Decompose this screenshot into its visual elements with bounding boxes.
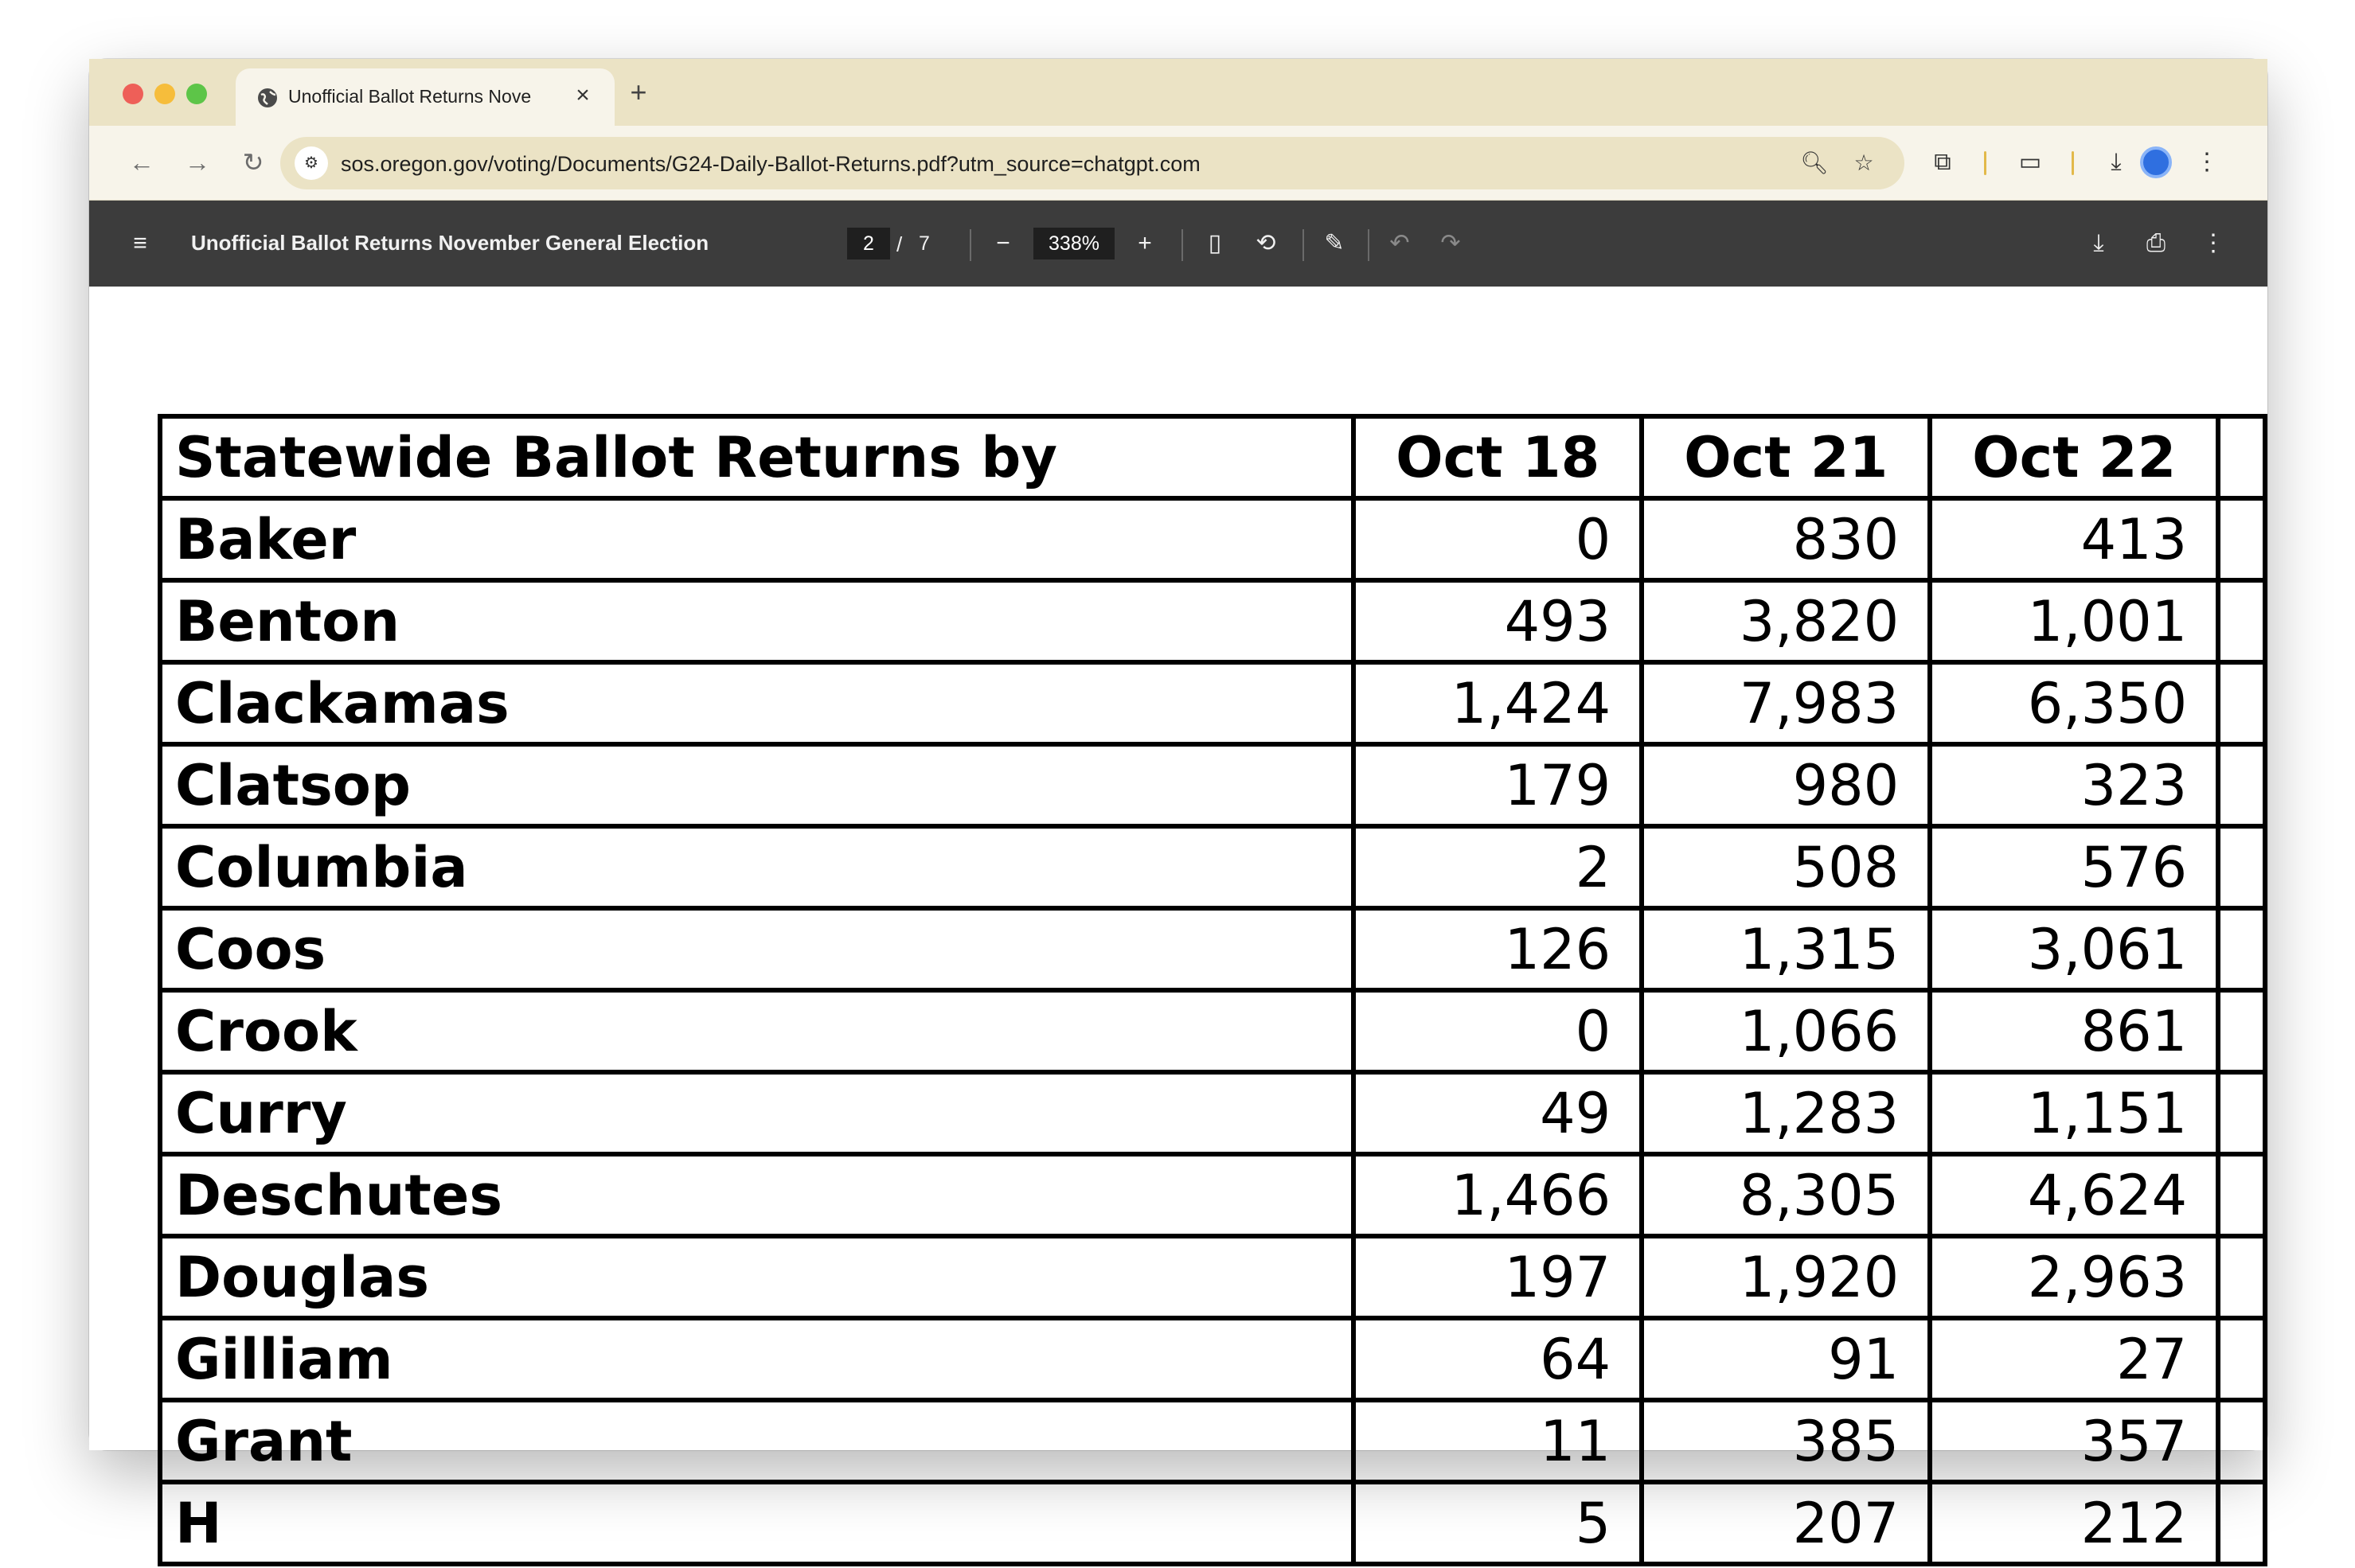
table-row <box>160 580 2265 662</box>
tab-strip <box>89 59 2267 126</box>
cut-off-cell <box>2218 1236 2265 1318</box>
pdf-toolbar-divider <box>1368 229 1369 261</box>
cut-off-cell <box>2218 990 2265 1072</box>
table-row <box>160 1482 2265 1564</box>
table-row <box>160 908 2265 990</box>
fit-page-icon[interactable]: ▯ <box>1208 230 1222 256</box>
undo-icon[interactable]: ↶ <box>1389 230 1410 256</box>
extensions-icon[interactable]: ⧉ <box>1934 149 1951 175</box>
ballot-count-cell: 0 <box>1353 498 1642 580</box>
zoom-out-icon[interactable]: − <box>996 230 1010 256</box>
ballot-count-cell: 2 <box>1353 826 1642 908</box>
ballot-count-cell: 5 <box>1353 1482 1642 1564</box>
header-date: Oct 22 <box>1930 416 2218 498</box>
table-header-row <box>160 416 2265 498</box>
header-cut-off <box>2218 416 2265 498</box>
ballot-count-cell: 6,350 <box>1930 662 2218 744</box>
table-row <box>160 1072 2265 1154</box>
pdf-toolbar-divider <box>1302 229 1304 261</box>
page-total: 7 <box>919 232 930 255</box>
sidebar-menu-icon[interactable]: ≡ <box>133 230 147 256</box>
ballot-count-cell: 1,283 <box>1642 1072 1930 1154</box>
pdf-document-page <box>89 287 2267 1556</box>
cut-off-cell <box>2218 662 2265 744</box>
tab-close-icon[interactable]: × <box>576 82 590 108</box>
zoom-icon[interactable]: 🔍︎ <box>1800 150 1829 175</box>
profile-avatar[interactable] <box>2140 146 2172 178</box>
ballot-count-cell: 1,066 <box>1642 990 1930 1072</box>
county-name-cell: Columbia <box>160 826 1353 908</box>
county-name-cell: H <box>160 1482 1353 1564</box>
download-icon[interactable]: ⤓ <box>2111 149 2122 175</box>
ballot-count-cell: 413 <box>1930 498 2218 580</box>
ballot-count-cell: 1,151 <box>1930 1072 2218 1154</box>
annotate-pen-icon[interactable]: ✎ <box>1324 230 1345 256</box>
rotate-icon[interactable]: ⟲ <box>1256 230 1276 256</box>
table-row <box>160 744 2265 826</box>
tab-title: Unofficial Ballot Returns Nove <box>288 86 532 107</box>
url-text[interactable]: sos.oregon.gov/voting/Documents/G24-Daily-Ballot-Returns.pdf?utm_source=chatgpt.com <box>341 152 1201 176</box>
table-row <box>160 1154 2265 1236</box>
ballot-count-cell: 385 <box>1642 1400 1930 1482</box>
ballot-returns-table <box>158 414 2267 1566</box>
page-separator: / <box>896 232 903 256</box>
new-tab-button[interactable]: + <box>630 76 647 108</box>
globe-icon <box>256 87 279 109</box>
toolbar-divider <box>2072 151 2074 175</box>
page-number-input[interactable]: 2 <box>847 228 890 259</box>
ballot-count-cell: 1,315 <box>1642 908 1930 990</box>
table-row <box>160 1318 2265 1400</box>
browser-tab-active[interactable] <box>236 68 615 126</box>
browser-window <box>89 59 2267 1556</box>
ballot-count-cell: 2,963 <box>1930 1236 2218 1318</box>
header-date: Oct 21 <box>1642 416 1930 498</box>
pdf-toolbar-divider <box>970 229 971 261</box>
browser-toolbar <box>89 126 2267 201</box>
toolbar-divider <box>1984 151 1986 175</box>
table-row <box>160 1236 2265 1318</box>
zoom-in-icon[interactable]: + <box>1138 230 1152 256</box>
window-maximize-button[interactable] <box>186 84 207 104</box>
ballot-count-cell: 11 <box>1353 1400 1642 1482</box>
ballot-count-cell: 197 <box>1353 1236 1642 1318</box>
header-county: Statewide Ballot Returns by <box>160 416 1353 498</box>
bookmark-star-icon[interactable]: ☆ <box>1853 150 1874 175</box>
ballot-count-cell: 7,983 <box>1642 662 1930 744</box>
county-name-cell: Deschutes <box>160 1154 1353 1236</box>
county-name-cell: Coos <box>160 908 1353 990</box>
ballot-count-cell: 64 <box>1353 1318 1642 1400</box>
table-row <box>160 1400 2265 1482</box>
cut-off-cell <box>2218 1482 2265 1564</box>
ballot-count-cell: 49 <box>1353 1072 1642 1154</box>
ballot-count-cell: 1,001 <box>1930 580 2218 662</box>
cut-off-cell <box>2218 580 2265 662</box>
county-name-cell: Grant <box>160 1400 1353 1482</box>
ballot-count-cell: 980 <box>1642 744 1930 826</box>
cut-off-cell <box>2218 1154 2265 1236</box>
table-row <box>160 498 2265 580</box>
ballot-count-cell: 1,424 <box>1353 662 1642 744</box>
ballot-count-cell: 830 <box>1642 498 1930 580</box>
zoom-level-input[interactable]: 338% <box>1033 228 1115 259</box>
pdf-toolbar-divider <box>1181 229 1183 261</box>
county-name-cell: Gilliam <box>160 1318 1353 1400</box>
county-name-cell: Clackamas <box>160 662 1353 744</box>
ballot-count-cell: 91 <box>1642 1318 1930 1400</box>
county-name-cell: Douglas <box>160 1236 1353 1318</box>
redo-icon[interactable]: ↷ <box>1440 230 1461 256</box>
reload-icon[interactable]: ↻ <box>242 148 264 177</box>
cut-off-cell <box>2218 1400 2265 1482</box>
tab-search-icon[interactable]: ▭ <box>2018 149 2042 175</box>
ballot-count-cell: 179 <box>1353 744 1642 826</box>
site-info-icon[interactable]: ⚙ <box>295 146 328 180</box>
ballot-count-cell: 8,305 <box>1642 1154 1930 1236</box>
header-date: Oct 18 <box>1353 416 1642 498</box>
ballot-count-cell: 493 <box>1353 580 1642 662</box>
table-row <box>160 826 2265 908</box>
pdf-more-icon[interactable]: ⋮ <box>2201 230 2225 256</box>
county-name-cell: Clatsop <box>160 744 1353 826</box>
ballot-count-cell: 323 <box>1930 744 2218 826</box>
ballot-count-cell: 357 <box>1930 1400 2218 1482</box>
table-body <box>160 498 2265 1564</box>
table-row <box>160 662 2265 744</box>
ballot-count-cell: 212 <box>1930 1482 2218 1564</box>
ballot-count-cell: 508 <box>1642 826 1930 908</box>
cut-off-cell <box>2218 1072 2265 1154</box>
ballot-count-cell: 207 <box>1642 1482 1930 1564</box>
pdf-toolbar <box>89 201 2267 287</box>
address-bar[interactable] <box>280 137 1904 189</box>
ballot-count-cell: 861 <box>1930 990 2218 1072</box>
county-name-cell: Curry <box>160 1072 1353 1154</box>
browser-menu-icon[interactable]: ⋮ <box>2195 149 2219 175</box>
county-name-cell: Baker <box>160 498 1353 580</box>
ballot-count-cell: 0 <box>1353 990 1642 1072</box>
cut-off-cell <box>2218 826 2265 908</box>
back-arrow-icon[interactable]: ← <box>129 148 154 177</box>
cut-off-cell <box>2218 908 2265 990</box>
print-icon[interactable]: ⎙ <box>2146 230 2166 256</box>
table-row <box>160 990 2265 1072</box>
cut-off-cell <box>2218 744 2265 826</box>
ballot-count-cell: 1,920 <box>1642 1236 1930 1318</box>
county-name-cell: Benton <box>160 580 1353 662</box>
cut-off-cell <box>2218 498 2265 580</box>
ballot-count-cell: 4,624 <box>1930 1154 2218 1236</box>
ballot-count-cell: 576 <box>1930 826 2218 908</box>
window-close-button[interactable] <box>123 84 143 104</box>
ballot-count-cell: 3,061 <box>1930 908 2218 990</box>
ballot-count-cell: 126 <box>1353 908 1642 990</box>
ballot-count-cell: 1,466 <box>1353 1154 1642 1236</box>
county-name-cell: Crook <box>160 990 1353 1072</box>
window-minimize-button[interactable] <box>154 84 175 104</box>
ballot-count-cell: 3,820 <box>1642 580 1930 662</box>
ballot-count-cell: 27 <box>1930 1318 2218 1400</box>
forward-arrow-icon[interactable]: → <box>185 148 210 177</box>
pdf-download-icon[interactable]: ⤓ <box>2093 230 2104 256</box>
cut-off-cell <box>2218 1318 2265 1400</box>
pdf-title: Unofficial Ballot Returns November General Election <box>191 231 709 255</box>
